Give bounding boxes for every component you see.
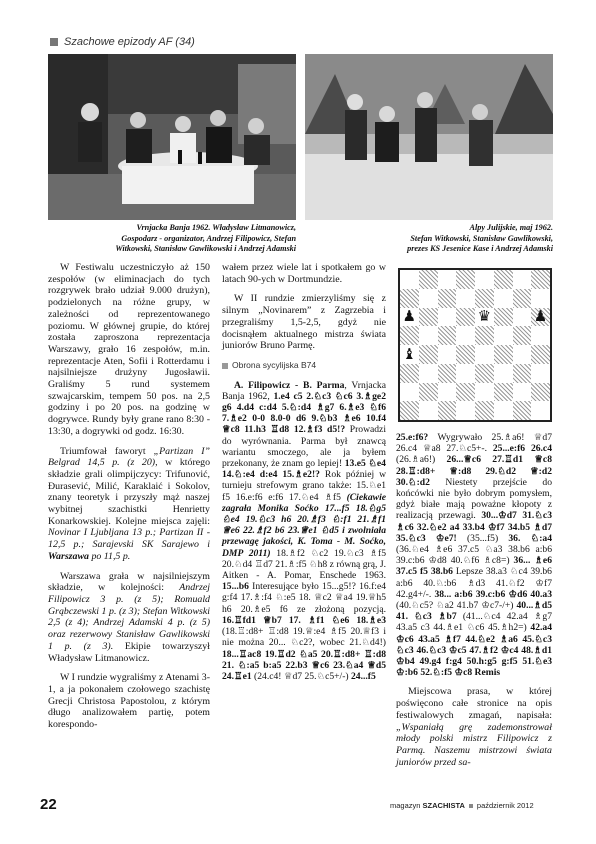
board-square [513, 345, 532, 364]
board-square [494, 308, 513, 327]
board-square [475, 345, 494, 364]
text: , Vrnjacka Banja 1962, [222, 379, 386, 402]
board-square [513, 289, 532, 308]
game-notation-continued [396, 432, 552, 678]
board-square [456, 270, 475, 289]
board-square [400, 289, 419, 308]
comment: Wygrywało 25.♗a6! ♕d7 26.c4 ♕a8 27.♘c5+-. [396, 432, 552, 455]
board-square [475, 289, 494, 308]
board-square [456, 289, 475, 308]
comment: Prowadzi do wyrównania. Parma był znawcą wariantu smoczego, ale ja byłem przekonany, że znam go lepiej! [222, 424, 386, 470]
moves: 40...♗d5 41. ♘c3 ♗b7 [396, 600, 552, 623]
board-square [531, 270, 550, 289]
board-square [475, 383, 494, 402]
moves: 24...f5 [351, 670, 376, 682]
board-square [419, 383, 438, 402]
board-square [438, 345, 457, 364]
board-square [400, 364, 419, 383]
board-square [400, 401, 419, 420]
caption-line: Stefan Witkowski, Stanisław Gawlikowski, [410, 233, 553, 243]
board-square [438, 270, 457, 289]
board-square [400, 326, 419, 345]
caption-line: Gospodarz - organizator, Andrzej Filipowicz, Stefan [121, 233, 296, 243]
moves: 16.♖fd1 ♕b7 17. ♗f1 ♘e6 18.♗e3 [222, 614, 386, 626]
paragraph-round-2: W II rundzie zmierzyliśmy się z silnym „Novinarem” z Zagrzebia i przegraliśmy 1,5-2,5, gdyż nie docisnąłem aktualnego mistrza świata juniorów Bruno Parmę. [222, 293, 386, 352]
paragraph-lineup [48, 571, 210, 665]
photo-julian-alps [305, 54, 553, 220]
board-square [531, 364, 550, 383]
section-header [50, 36, 195, 48]
board-square: ♟ [402, 307, 417, 326]
board-square [531, 289, 550, 308]
comment: Interesujące było 15...g5!? 16.f:e4 g:f4 17.♗:f4 ♘:e5 18. ♕c2 ♕a4 19.♕h5 h6 20.♗e5 f6 ze złożoną pozycją. [222, 581, 386, 615]
text: Triumfował faworyt [60, 445, 154, 457]
magazine-footer [390, 801, 534, 810]
paragraph-winner [48, 446, 210, 563]
board-square [531, 345, 550, 364]
board-square [513, 326, 532, 345]
text-italic: po 11,5 p. [88, 550, 131, 562]
board-square [419, 270, 438, 289]
moves: 25...e:f6 26.c4 [492, 443, 552, 455]
opening-section [222, 360, 386, 372]
column-3 [396, 432, 552, 776]
board-square [513, 364, 532, 383]
moves: 1.e4 c5 2.♘c3 ♘c6 3.♗ge2 g6 4.d4 c:d4 5.♘:d4 ♗g7 6.♗e3 ♘f6 7.♗e2 0-0 8.0-0 d6 9.♘b3 ♗e6 10.f4 ♕c8 11.h3 ♖d8 12.♗f3 d5!? [222, 390, 386, 436]
board-square [475, 270, 494, 289]
board-square [438, 308, 457, 327]
moves: 42.a4 ♔c6 43.a5 ♗f7 44.♘e2 ♗a6 45.♘c3 ♘c3 46.♘c3 ♔c5 47.♗f2 ♔c4 48.♗d1 ♔b4 49.g4 f:g4 50.h:g5 g:f5 51.♘e3 ♔:b6 52.♘:f5 ♔c8 Remis [396, 622, 552, 679]
board-square [419, 289, 438, 308]
board-square [438, 364, 457, 383]
board-square [456, 401, 475, 420]
board-square [494, 326, 513, 345]
board-square [438, 401, 457, 420]
comment: (24.c4! ♕d7 25.♘c5+/-) [251, 670, 351, 682]
photo-caption-left [48, 223, 296, 255]
board-square [494, 383, 513, 402]
board-square [456, 326, 475, 345]
board-square [494, 401, 513, 420]
board-square [438, 326, 457, 345]
comment: 18.♗f2 ♘c2 19.♘c3 ♗f5 20.♘d4 ♖d7 21.♗:f5 ♘h8 z równą grą, J. Aitken - A. Pomar, Enschede 1963. [222, 547, 386, 582]
opening-name: Obrona sycylijska B74 [232, 359, 317, 370]
comment-italic: (Ciekawie zagrała Monika Soćko 17...f5 18.♘g5 ♘e4 19.♘c3 h6 20.♗f3 ♘:f1 21.♗f1 ♕e6 22.♗f2 b6 23.♕e1 ♘d5 i zwolniała przewagę jakości, K. Toma - M. Soćko, DMP 2011) [222, 491, 386, 559]
board-square [456, 383, 475, 402]
comment: (26.♗a6!) [396, 454, 447, 466]
board-square [419, 345, 438, 364]
board-square [494, 289, 513, 308]
board-square [513, 401, 532, 420]
board-square [419, 364, 438, 383]
text-bold: Warszawa [48, 550, 89, 562]
section-square-icon [222, 363, 228, 369]
paragraph-press [396, 686, 552, 768]
board-square [475, 326, 494, 345]
board-square [494, 345, 513, 364]
chess-diagram [398, 268, 552, 422]
game-players: A. Filipowicz - B. Parma [234, 379, 345, 391]
comment: (40.♘c5? ♘a2 41.b7 ♔c7-/+) [396, 600, 517, 612]
comment: (18.♖:d8+ ♖:d8 19.♕:e4 ♗f5 20.♕f3 i nie można 20... ♘c2?, wobec 21.♘d4!) [222, 626, 386, 649]
text: Miejscowa prasa, w której poświęcono całe stronice na opis festiwalowych zmagań, napisała: [396, 686, 552, 721]
header-square-icon [50, 38, 58, 46]
comment: Rok później w turnieju strefowym grano także: 15.♘e1 f5 16.e:f6 e:f6 17.♘e4 ♗f5 [222, 469, 386, 503]
text-italic: „Partizan I” Belgrad 14,5 p. (z 20) [48, 445, 211, 469]
board-square: ♝ [402, 344, 417, 363]
moves: 13.e5 ♘e4 14.♘:e4 d:e4 15.♗e2!? [222, 458, 386, 481]
magazine-prefix: magazyn [390, 801, 423, 810]
moves: 26...♕c6 27.♖d1 ♕c8 28.♖:d8+ ♕:d8 29.♘d2 ♕:d2 30.♘:d2 [396, 454, 552, 488]
moves: 15...b6 [222, 581, 249, 593]
comment: (36.♘e4 ♗e6 37.c5 ♘a3 38.b6 a:b6 39.c:b6 ♔d8 40.♘f6 ♗c8=) [396, 544, 552, 567]
header-title: Szachowe epizody AF (34) [64, 36, 195, 48]
comment: (35...f5) [456, 532, 509, 544]
board-square [513, 308, 532, 327]
board-square [531, 326, 550, 345]
board-square: ♟ [531, 308, 550, 327]
board-square [419, 308, 438, 327]
text: Warszawa grała w najsilniejszym składzie, w kolejności: [48, 570, 210, 594]
moves: 30...♔d7 31.♘c3 ♗c6 32.♘e2 a4 33.b4 ♔f7 34.b5 ♗d7 35.♘c3 ♔e7! [396, 510, 552, 544]
board-square [513, 383, 532, 402]
text-italic: Andrzej Filipowicz 3 p. (z 5); Romuald Grąbczewski 1 p. (z 3); Stefan Witkowski 2,5 (z 4); Andrzej Adamski 4 p. (z 5) oraz rezerwowy Stanisław Gawlikowski 1 p. (z 3). [48, 582, 210, 652]
issue-date: październik 2012 [476, 801, 534, 810]
caption-line: Alpy Julijskie, maj 1962. [469, 223, 553, 232]
board-square [456, 345, 475, 364]
column-1 [48, 262, 210, 739]
column-2 [222, 262, 386, 690]
comment: Lepsze 38.a3 ♘c4 39.b6 a:b6 40.♘:b6 ♗d3 41.♘f2 ♔f7 42.g4+/-. [396, 566, 552, 600]
page-number: 22 [40, 796, 57, 813]
board-square [513, 270, 532, 289]
text-italic: Novinar I Ljubljana 13 p.; Partizan II - 12,5 p.; Sarajevski SK Sarajewo i [48, 527, 210, 551]
board-square [531, 401, 550, 420]
board-square [456, 364, 475, 383]
separator-square [469, 804, 473, 808]
caption-line: Witkowski, Stanisław Gawlikowski i Andrzej Adamski [115, 244, 296, 253]
board-square [475, 401, 494, 420]
board-square [531, 383, 550, 402]
moves: 18...♖ac8 19.♖d2 ♘a5 20.♖:d8+ ♖:d8 21. ♘:a5 b:a5 22.b3 ♕c6 23.♘a4 ♕d5 24.♖e1 [222, 648, 386, 682]
board-square [438, 289, 457, 308]
paragraph-continued: wałem przez wiele lat i spotkałem go w latach 90-ych w Dortmundzie. [222, 262, 386, 285]
caption-line: prezes KS Jesenice Kase i Andrzej Adamski [407, 244, 553, 253]
board-square [438, 383, 457, 402]
board-square [400, 383, 419, 402]
board-square [419, 401, 438, 420]
caption-line: Vrnjacka Banja 1962. Władysław Litmanowicz, [136, 223, 296, 232]
photo-caption-right [305, 223, 553, 255]
board-square [400, 270, 419, 289]
photo-vrnjacka-banja [48, 54, 296, 220]
moves: 36. ♘:a4 [508, 532, 552, 544]
moves: 36... ♗e6 37.c5 f5 38.b6 [396, 555, 552, 578]
paragraph-round-1: W I rundzie wygraliśmy z Atenami 3-1, a ja pokonałem czołowego szachistę Grecji Christosa Papostolou, z którym długo analizowałem partię, potem korespondo- [48, 672, 210, 731]
text-italic: „Wspaniałą grę zademonstrował młody polski mistrz Filipowicz z Parmą. Naszemu mistrzowi świata juniorów przed sa- [396, 721, 552, 768]
board-square [494, 364, 513, 383]
board-square [475, 364, 494, 383]
comment: (41...♘c4 42.a4 ♗g7 43.a5 c3 44.♗e1 ♘c6 45.♗h2=) [396, 611, 552, 634]
moves: 38... a:b6 39.c:b6 ♔d6 40.a3 [434, 588, 553, 600]
magazine-name: SZACHISTA [422, 801, 465, 810]
board-square [456, 308, 475, 327]
board-square [494, 270, 513, 289]
board-square [419, 326, 438, 345]
board-square: ♛ [477, 307, 492, 326]
moves: 25.e:f6? [396, 432, 429, 443]
text: , w którego składzie grali olimpijczycy: Trifunović, Đurasević, Milić, Karaklaić i Sokolov, znany teoretyk i przyszły mąż naszej wybitnej szachistki Henrietty Konarkowskiej. Kolejne miejsca zajęli: [48, 457, 211, 527]
game-notation [222, 380, 386, 682]
paragraph-festival: W Festiwalu uczestniczyło aż 150 zespołów (w eliminacjach do tych rozgrywek brało udział 9.000 drużyn), podzielonych na różne grupy, w zależności od reprezentowanego poziomu. W głównej grupie, do której została zaproszona reprezentacja Warszawy, grało 16 zespołów, m.in. reprezentacje Aten, Sofii i Rotterdamu i najsilniejsze drużyny Jugosławii. Graliśmy 5 rund systemem szwajcarskim, tempem 50 pos. na 2,5 godziny i po 20 pos. na godzinę w dogrywce. Rundy były grane rano 8:30 - 13:30, a dogrywki od godz. 16:30. [48, 262, 210, 437]
text: Ekipie towarzyszył Władysław Litmanowicz. [48, 640, 210, 664]
comment: Niestety przejście do końcówki nie było dobrym pomysłem, gdyż białe mają poważne kłopoty z realizacją przewagi. [396, 476, 552, 522]
